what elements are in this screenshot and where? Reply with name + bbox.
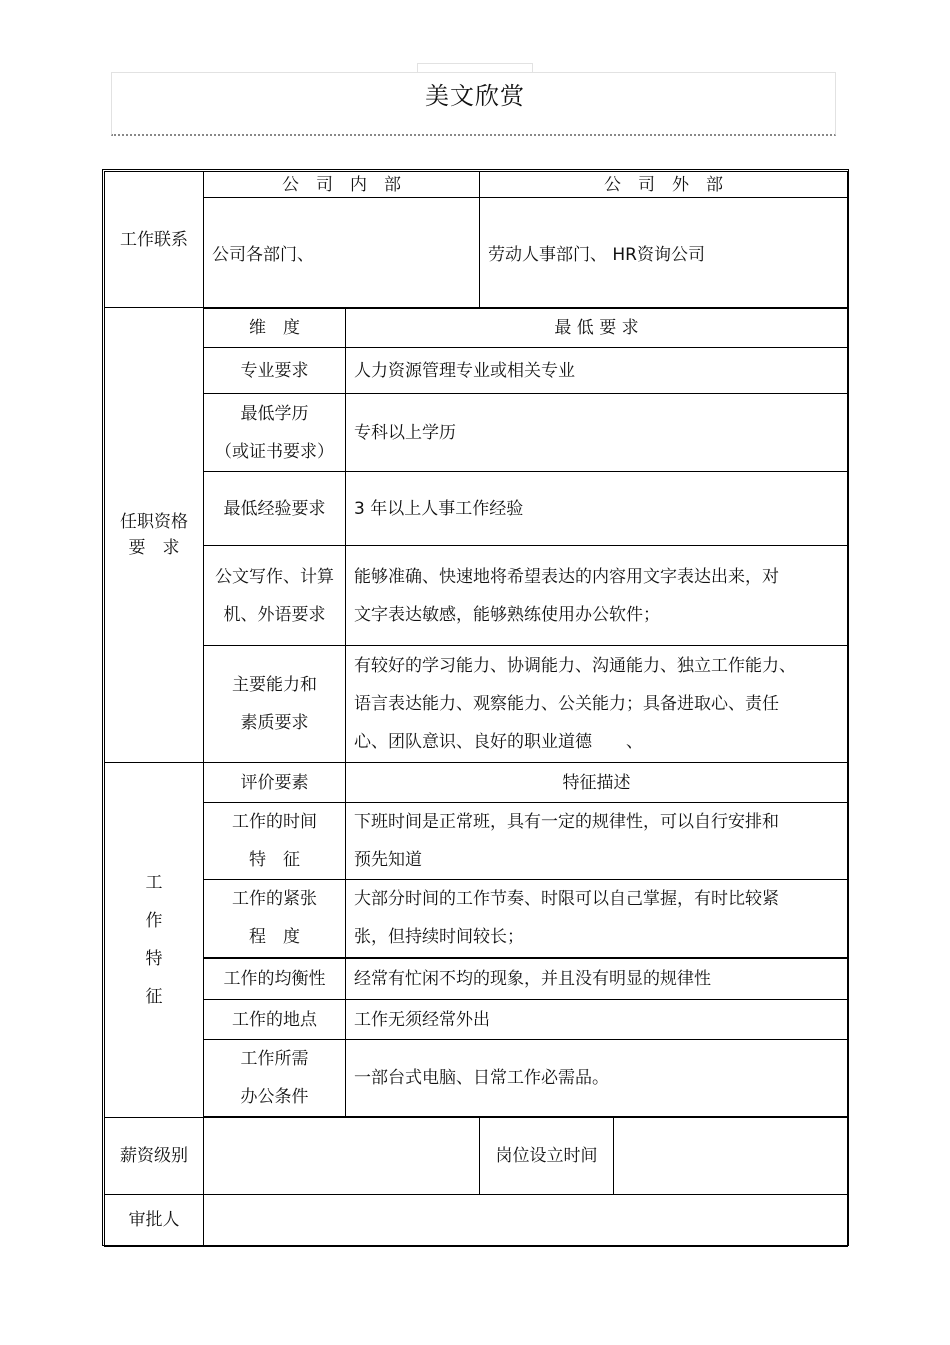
contact-external-header: 公 司 外 部 bbox=[480, 172, 848, 198]
work-desc: 工作无须经常外出 bbox=[346, 1000, 848, 1040]
work-factor-line1: 工作的紧张 bbox=[232, 889, 317, 910]
work-label-char: 特 bbox=[145, 948, 163, 969]
work-desc bbox=[346, 803, 848, 880]
work-factor: 工作的地点 bbox=[204, 1000, 346, 1040]
qualification-dim: 专业要求 bbox=[204, 348, 346, 394]
approver-value[interactable] bbox=[204, 1194, 848, 1246]
work-label-char: 作 bbox=[145, 910, 163, 931]
work-factor-line1: 工作的时间 bbox=[232, 812, 317, 832]
work-factor-line2: 特 征 bbox=[249, 850, 300, 870]
approver-label: 审批人 bbox=[105, 1194, 204, 1246]
qualification-dim-line1: 公文写作、计算 bbox=[215, 566, 334, 587]
work-factor-line2: 办公条件 bbox=[240, 1087, 309, 1107]
contact-label: 工作联系 bbox=[105, 172, 204, 308]
qualification-dim bbox=[204, 546, 346, 646]
qualification-req: 专科以上学历 bbox=[346, 394, 848, 472]
qualification-dim-line2: 机、外语要求 bbox=[223, 604, 326, 625]
work-factor-line2: 程 度 bbox=[249, 927, 300, 948]
qualification-col-dimension: 维 度 bbox=[204, 308, 346, 348]
work-desc-line2: 张，但持续时间较长； bbox=[354, 927, 524, 948]
work-desc: 一部台式电脑、日常工作必需品。 bbox=[346, 1040, 848, 1118]
qualification-dim-line1: 主要能力和 bbox=[232, 675, 317, 695]
contact-internal-value: 公司各部门、 bbox=[204, 198, 480, 308]
work-factor bbox=[204, 1040, 346, 1118]
qualification-req bbox=[346, 646, 848, 763]
work-desc-line1: 下班时间是正常班，具有一定的规律性，可以自行安排和 bbox=[354, 812, 779, 832]
qualification-req: 人力资源管理专业或相关专业 bbox=[346, 348, 848, 394]
qualification-dim bbox=[204, 394, 346, 472]
qualification-req: 3 年以上人事工作经验 bbox=[346, 472, 848, 546]
qualification-label bbox=[105, 308, 204, 763]
position-setup-label: 岗位设立时间 bbox=[480, 1117, 614, 1194]
work-col-desc: 特征描述 bbox=[346, 763, 848, 803]
qualification-req-line1: 有较好的学习能力、协调能力、沟通能力、独立工作能力、 bbox=[354, 656, 796, 676]
work-desc-line2: 预先知道 bbox=[354, 850, 422, 870]
work-label-char: 征 bbox=[145, 986, 163, 1007]
contact-external-value: 劳动人事部门、 HR资询公司 bbox=[480, 198, 848, 308]
qualification-label-line2: 要 求 bbox=[128, 538, 180, 558]
work-desc bbox=[346, 880, 848, 958]
qualification-dim-line2: （或证书要求） bbox=[215, 441, 334, 462]
qualification-dim bbox=[204, 646, 346, 763]
qualification-label-line1: 任职资格 bbox=[120, 512, 188, 532]
qualification-dim-line1: 最低学历 bbox=[240, 403, 309, 424]
job-description-table bbox=[104, 171, 848, 1247]
qualification-dim-line2: 素质要求 bbox=[240, 713, 309, 733]
work-factor bbox=[204, 803, 346, 880]
qualification-req-line2: 语言表达能力、观察能力、公关能力；具备进取心、责任 bbox=[354, 694, 779, 714]
salary-value[interactable] bbox=[204, 1117, 480, 1194]
qualification-dim: 最低经验要求 bbox=[204, 472, 346, 546]
qualification-req-line1: 能够准确、快速地将希望表达的内容用文字表达出来，对 bbox=[354, 566, 779, 587]
position-setup-value[interactable] bbox=[614, 1117, 848, 1194]
qualification-req-line3: 心、团队意识、良好的职业道德 、 bbox=[354, 732, 643, 752]
contact-internal-header: 公 司 内 部 bbox=[204, 172, 480, 198]
qualification-req bbox=[346, 546, 848, 646]
work-col-factor: 评价要素 bbox=[204, 763, 346, 803]
work-factor-line1: 工作所需 bbox=[240, 1049, 309, 1069]
work-desc-line1: 大部分时间的工作节奏、时限可以自己掌握，有时比较紧 bbox=[354, 889, 779, 910]
work-factor: 工作的均衡性 bbox=[204, 958, 346, 1000]
work-desc: 经常有忙闲不均的现象，并且没有明显的规律性 bbox=[346, 958, 848, 1000]
qualification-req-line2: 文字表达敏感，能够熟练使用办公软件； bbox=[354, 604, 660, 625]
salary-label: 薪资级别 bbox=[105, 1117, 204, 1194]
page-title: 美文欣赏 bbox=[425, 82, 525, 110]
work-label-char: 工 bbox=[145, 872, 163, 893]
qualification-col-requirement: 最 低 要 求 bbox=[346, 308, 848, 348]
work-label bbox=[105, 763, 204, 1118]
work-factor bbox=[204, 880, 346, 958]
